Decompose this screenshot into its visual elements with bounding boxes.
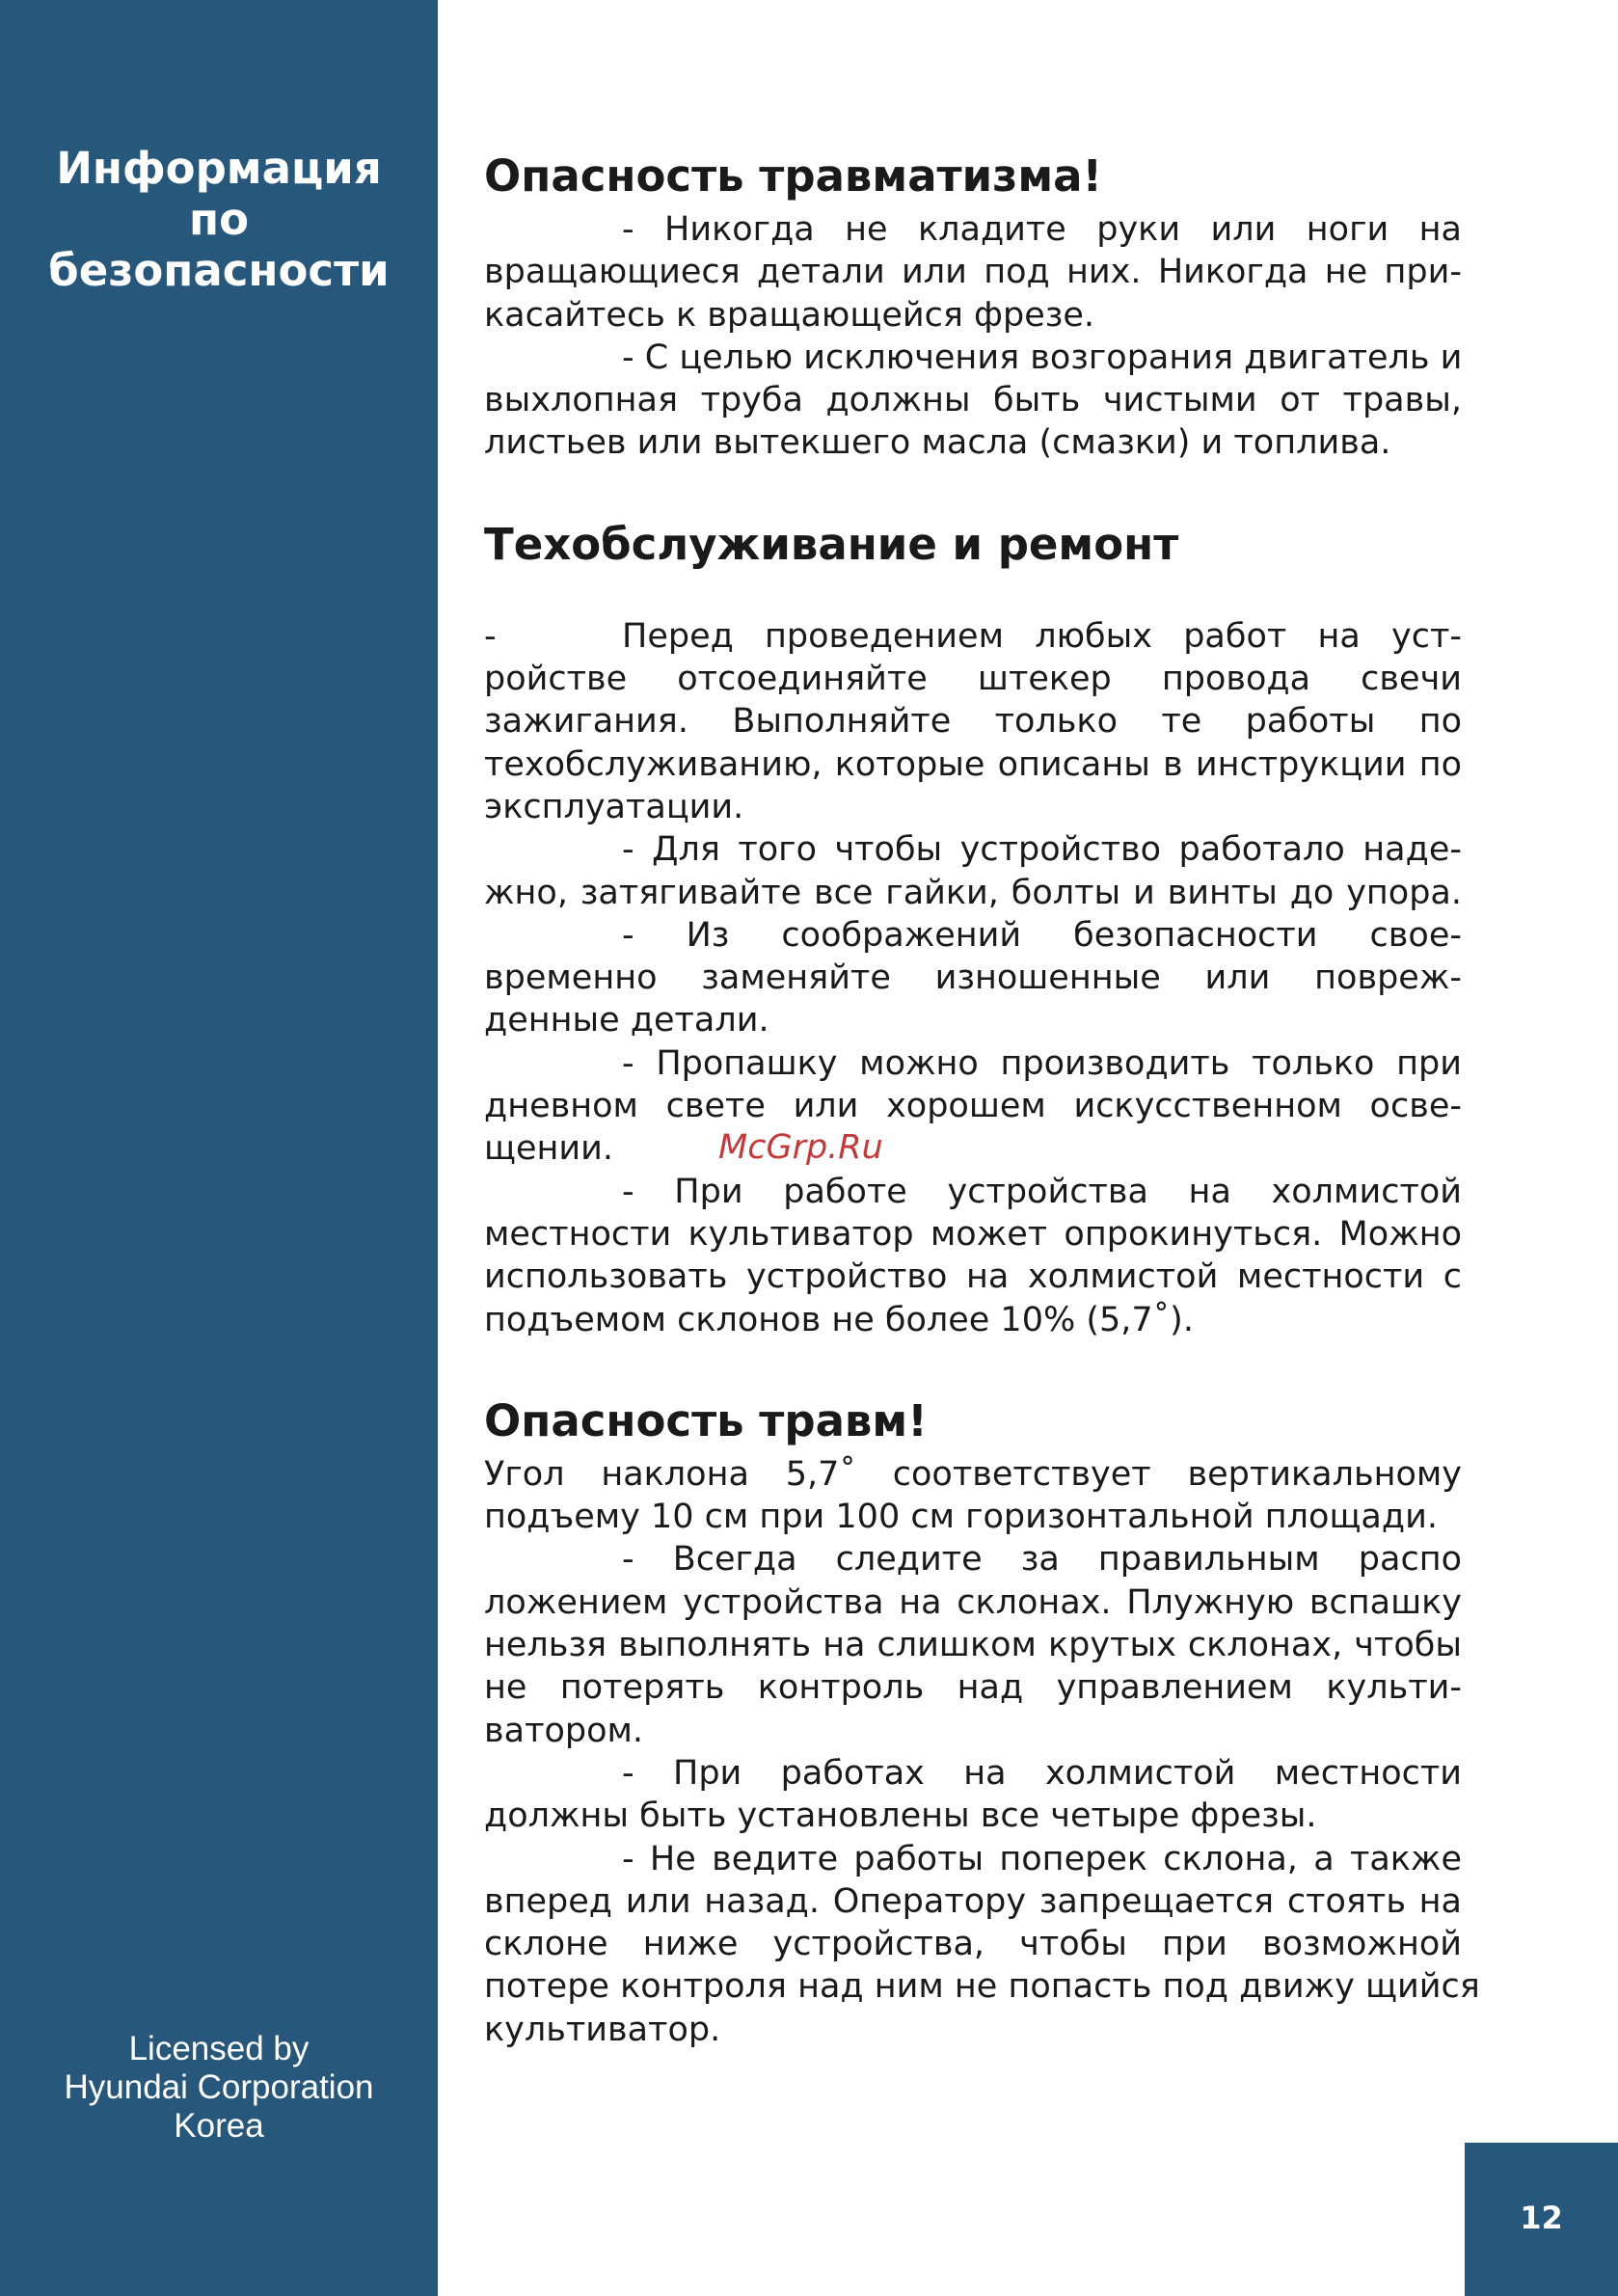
page-number: 12 — [1520, 2200, 1563, 2236]
license-line: Korea — [174, 2107, 264, 2145]
text-line: денные детали. — [484, 1001, 769, 1040]
text-line: - При работе устройства на холмистой — [622, 1172, 1462, 1211]
license-note — [0, 2030, 438, 2146]
text-line: техобслуживанию, которые описаны в инструкции по — [484, 744, 1462, 784]
text-line: не потерять контроль над управлением культи- — [484, 1668, 1462, 1708]
text-line: зажигания. Выполняйте только те работы по — [484, 702, 1462, 742]
license-line: Hyundai Corporation — [64, 2068, 374, 2106]
text-line-part: Перед проведением любых работ на уст- — [622, 616, 1462, 656]
text-line: - Для того чтобы устройство работало наде- — [622, 830, 1462, 870]
text-line: склоне ниже устройства, чтобы при возможной — [484, 1925, 1462, 1964]
text-line: временно заменяйте изношенные или повреж- — [484, 959, 1462, 998]
text-line: листьев или вытекшего масла (смазки) и топлива. — [484, 423, 1391, 463]
text-line: жно, затягивайте все гайки, болты и винты до упора. — [484, 873, 1462, 912]
text-line: - Пропашку можно производить только при — [622, 1043, 1462, 1083]
sidebar-title-line: безопасности — [48, 245, 390, 296]
text-line: ложением устройства на склонах. Плужную вспашку — [484, 1582, 1462, 1622]
text-line: подъему 10 см при 100 см горизонтальной площади. — [484, 1498, 1438, 1537]
text-line: вращающиеся детали или под них. Никогда не при- — [484, 253, 1462, 292]
text-line: - С целью исключения возгорания двигатель и — [622, 338, 1463, 377]
text-line: выхлопная труба должны быть чистыми от травы, — [484, 381, 1462, 420]
page-number-box — [1465, 2143, 1618, 2296]
text-line: должны быть установлены все четыре фрезы. — [484, 1796, 1317, 1836]
text-line: щении. — [484, 1129, 614, 1169]
text-line — [484, 615, 1462, 658]
text-line: ватором. — [484, 1711, 644, 1750]
text-line: ройстве отсоединяйте штекер провода свечи — [484, 660, 1462, 699]
text-line: местности культиватор может опрокинуться. Можно — [484, 1214, 1462, 1254]
section-title-injury-risk: Опасность травм! — [484, 1394, 928, 1446]
text-line: - При работах на холмистой местности — [622, 1753, 1462, 1793]
watermark: McGrp.Ru — [718, 1128, 883, 1167]
text-line: нельзя выполнять на слишком крутых склонах, чтобы — [484, 1626, 1462, 1665]
sidebar-title-line: по — [188, 194, 249, 245]
text-line: использовать устройство на холмистой местности с — [484, 1257, 1462, 1297]
text-line: вперед или назад. Оператору запрещается стоять на — [484, 1881, 1462, 1921]
license-line: Licensed by — [128, 2030, 310, 2067]
dash-marker: - — [484, 616, 497, 656]
sidebar — [0, 0, 438, 2296]
section-title-maintenance: Техобслуживание и ремонт — [484, 518, 1179, 570]
text-line: - Никогда не кладите руки или ноги на — [622, 210, 1462, 249]
sidebar-title — [0, 143, 438, 296]
text-line: культиватор. — [484, 2010, 721, 2049]
text-line: потере контроля над ним не попасть под движу щийся — [484, 1967, 1480, 2007]
section-title-injury-hazard: Опасность травматизма! — [484, 150, 1102, 202]
text-line: касайтесь к вращающейся фрезе. — [484, 295, 1094, 335]
text-line: Угол наклона 5,7˚ соответствует вертикальному — [484, 1454, 1462, 1494]
main-content — [484, 145, 1480, 2051]
sidebar-title-line: Информация — [56, 143, 382, 194]
text-line: подъемом склонов не более 10% (5,7˚). — [484, 1300, 1194, 1339]
text-line: - Из соображений безопасности свое- — [622, 915, 1462, 955]
text-line: - Не ведите работы поперек склона, а также — [622, 1839, 1462, 1878]
text-line: эксплуатации. — [484, 787, 744, 826]
text-line: дневном свете или хорошем искусственном осве- — [484, 1087, 1462, 1126]
text-line: - Всегда следите за правильным распо — [622, 1540, 1462, 1580]
